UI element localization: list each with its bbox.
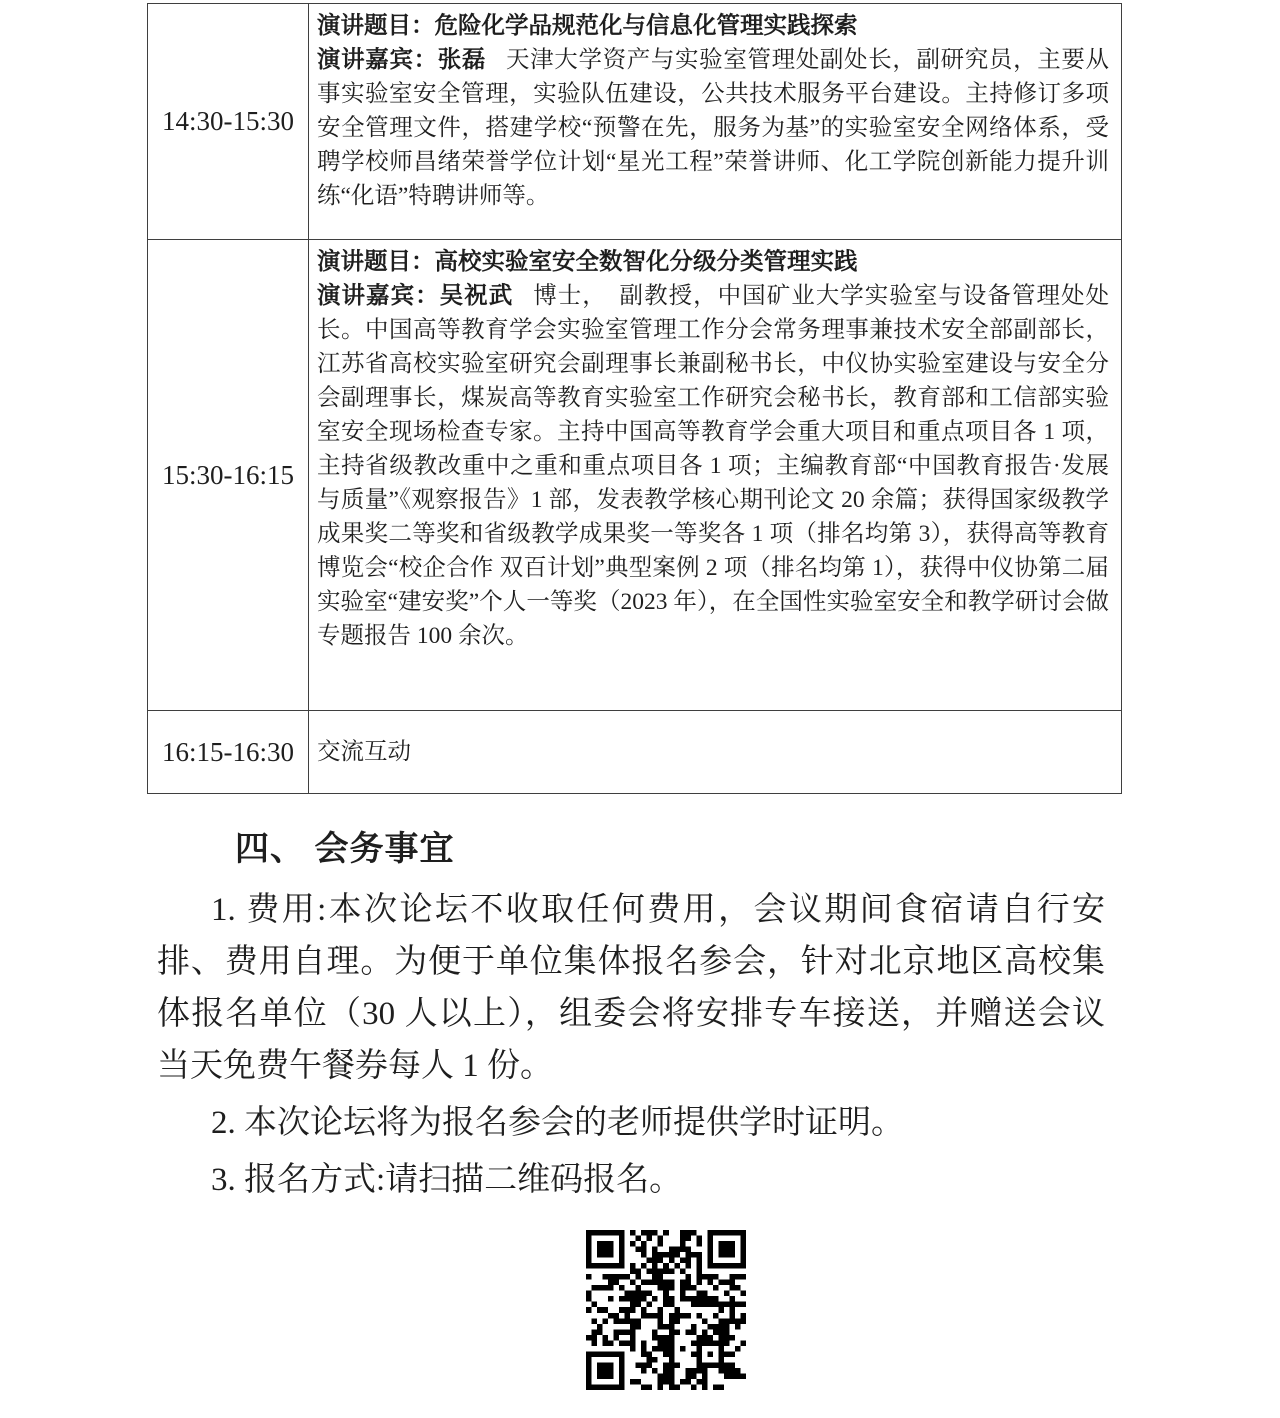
talk-title: 危险化学品规范化与信息化管理实践探索 — [434, 13, 858, 39]
conference-matters-section — [157, 830, 1105, 1206]
speaker-name: 吴祝武 — [439, 283, 514, 309]
schedule-table — [147, 3, 1122, 794]
talk-title-line — [317, 9, 1109, 43]
talk-title-line — [317, 245, 1109, 279]
speaker-bio: 天津大学资产与实验室管理处副处长，副研究员，主要从事实验室安全管理，实验队伍建设，公共技术服务平台建设。主持修订多项安全管理文件，搭建学校“预警在先，服务为基”的实验室安全网络体系，受聘学校师昌绪荣誉学位计划“星光工程”荣誉讲师、化工学院创新能力提升训练“化语”特聘讲师等。 — [317, 47, 1110, 209]
table-row — [148, 4, 1122, 240]
table-row — [148, 711, 1122, 794]
notice-item-certificate: 2. 本次论坛将为报名参会的老师提供学时证明。 — [211, 1105, 904, 1141]
time-cell: 15:30-16:15 — [148, 240, 309, 711]
speaker-bio: 博士， 副教授，中国矿业大学实验室与设备管理处处长。中国高等教育学会实验室管理工作分会常务理事兼技术安全部副部长，江苏省高校实验室研究会副理事长兼副秘书长，中仪协实验室建设与安全分会副理事长，煤炭高等教育实验室工作研究会秘书长，教育部和工信部实验室安全现场检查专家。主持中国高等教育学会重大项目和重点项目各 1 项，主持省级教改重中之重和重点项目各 1 项；主编教育部“中国教育报告·发展与质量”《观察报告》1 部，发表教学核心期刊论文 20 余篇；获得国家级教学成果奖二等奖和省级教学成果奖一等奖各 1 项（排名均第 3），获得高等教育博览会“校企合作 双百计划”典型案例 2 项（排名均第 1），获得中仪协第二届实验室“建安奖”个人一等奖（2023 年），在全国性实验室安全和教学研讨会做专题报告 100 余次。 — [317, 283, 1110, 649]
section-heading: 四、 会务事宜 — [235, 831, 455, 868]
table-row — [148, 240, 1122, 711]
time-cell: 16:15-16:30 — [148, 711, 309, 794]
registration-qr-code — [586, 1230, 746, 1390]
notice-item-registration: 3. 报名方式:请扫描二维码报名。 — [211, 1162, 683, 1198]
content-cell — [309, 240, 1122, 711]
talk-title: 高校实验室安全数智化分级分类管理实践 — [434, 249, 858, 275]
activity-label: 交流互动 — [317, 739, 411, 765]
speaker-label: 演讲嘉宾： — [317, 283, 440, 309]
talk-title-label: 演讲题目： — [317, 13, 435, 39]
speaker-label: 演讲嘉宾： — [317, 47, 438, 73]
content-cell — [309, 711, 1122, 794]
speaker-paragraph — [317, 43, 1109, 213]
talk-title-label: 演讲题目： — [317, 249, 435, 275]
content-cell — [309, 4, 1122, 240]
notice-item-fees: 1. 费用:本次论坛不收取任何费用，会议期间食宿请自行安排、费用自理。为便于单位集体报名参会，针对北京地区高校集体报名单位（30 人以上），组委会将安排专车接送，并赠送会议当天免费午餐券每人 1 份。 — [157, 892, 1105, 1084]
time-cell: 14:30-15:30 — [148, 4, 309, 240]
speaker-paragraph — [317, 279, 1109, 653]
speaker-name: 张磊 — [437, 47, 487, 73]
